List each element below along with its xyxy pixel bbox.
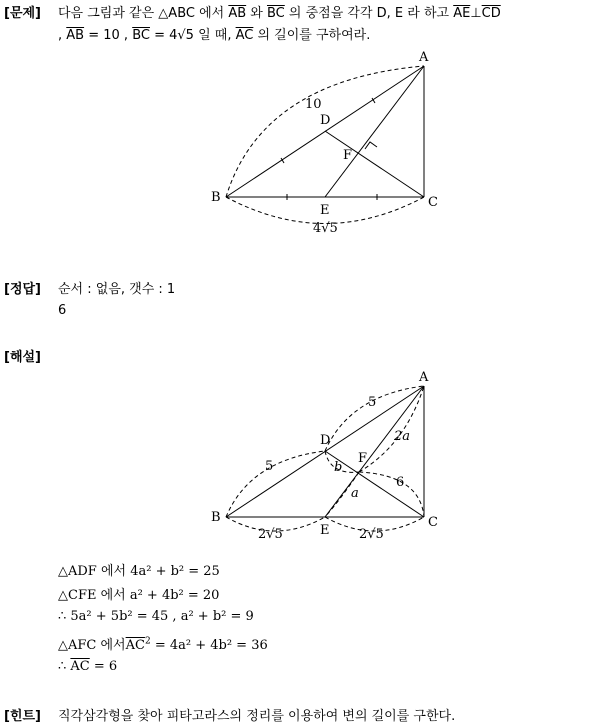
solution-line-4 [58,634,268,653]
label-a: A [419,50,429,65]
length-ec: 2√5 [359,527,384,542]
problem-tag: [문제] [4,6,41,21]
problem-text: 의 중점을 각각 D, E 라 하고 [284,6,454,21]
solution-line-2: △CFE 에서 a² + 4b² = 20 [58,588,220,603]
label-c: C [428,515,438,530]
label-f: F [358,451,368,466]
hint-tag: [힌트] [4,709,41,724]
answer-tag: [정답] [4,282,41,297]
solution-line-5 [58,659,117,674]
solution-text: = 6 [89,659,118,674]
label-d: D [320,113,331,128]
label-c: C [428,195,438,210]
segment-ac: $\overline{AC}$ [125,638,145,653]
length-ab: 10 [305,97,322,112]
problem-text: 의 길이를 구하여라. [253,28,371,43]
segment-cd: $\overline{CD}$ [481,6,501,21]
label-f: F [343,148,353,163]
answer-meta: 순서 : 없음, 갯수 : 1 [58,282,176,297]
exponent: 2 [144,636,151,647]
length-bd: 5 [265,459,274,474]
problem-text: = 4√5 일 때, [149,28,236,43]
label-a: A [419,370,429,385]
length-ad: 5 [368,395,377,410]
problem-text: , [58,28,67,43]
length-fe: a [351,486,359,501]
answer-value: 6 [58,303,67,318]
solution-line-1: △ADF 에서 4a² + b² = 25 [58,564,220,579]
segment-ac: $\overline{AC}$ [235,28,254,43]
problem-text: 다음 그림과 같은 △ABC 에서 [58,6,229,21]
perp-symbol: ⊥ [470,6,482,21]
solution-text: = 4a² + 4b² = 36 [150,638,268,653]
length-bc: 4√5 [313,221,338,236]
segment-ac: $\overline{AC}$ [70,659,90,674]
segment-bc: $\overline{BC}$ [132,28,150,43]
length-fc: 6 [396,475,405,490]
problem-text: = 10 , [84,28,133,43]
solution-tag: [해설] [4,350,41,365]
solution-text: ∴ [58,659,71,674]
length-af: 2a [394,429,411,444]
problem-text: 와 [246,6,267,21]
length-df: b [334,460,343,475]
segment-ab: $\overline{AB}$ [66,28,85,43]
solution-text: △AFC 에서 [58,638,126,653]
hint-text: 직각삼각형을 찾아 피타고라스의 정리를 이용하여 변의 길이를 구한다. [58,709,456,724]
segment-ab: $\overline{AB}$ [228,6,247,21]
segment-ae: $\overline{AE}$ [453,6,471,21]
solution-line-3: ∴ 5a² + 5b² = 45 , a² + b² = 9 [58,609,254,624]
label-b: B [211,190,221,205]
label-d: D [320,433,331,448]
label-e: E [320,203,330,218]
label-b: B [211,510,221,525]
length-be: 2√5 [258,527,283,542]
segment-bc: $\overline{BC}$ [266,6,285,21]
label-e: E [320,523,330,538]
